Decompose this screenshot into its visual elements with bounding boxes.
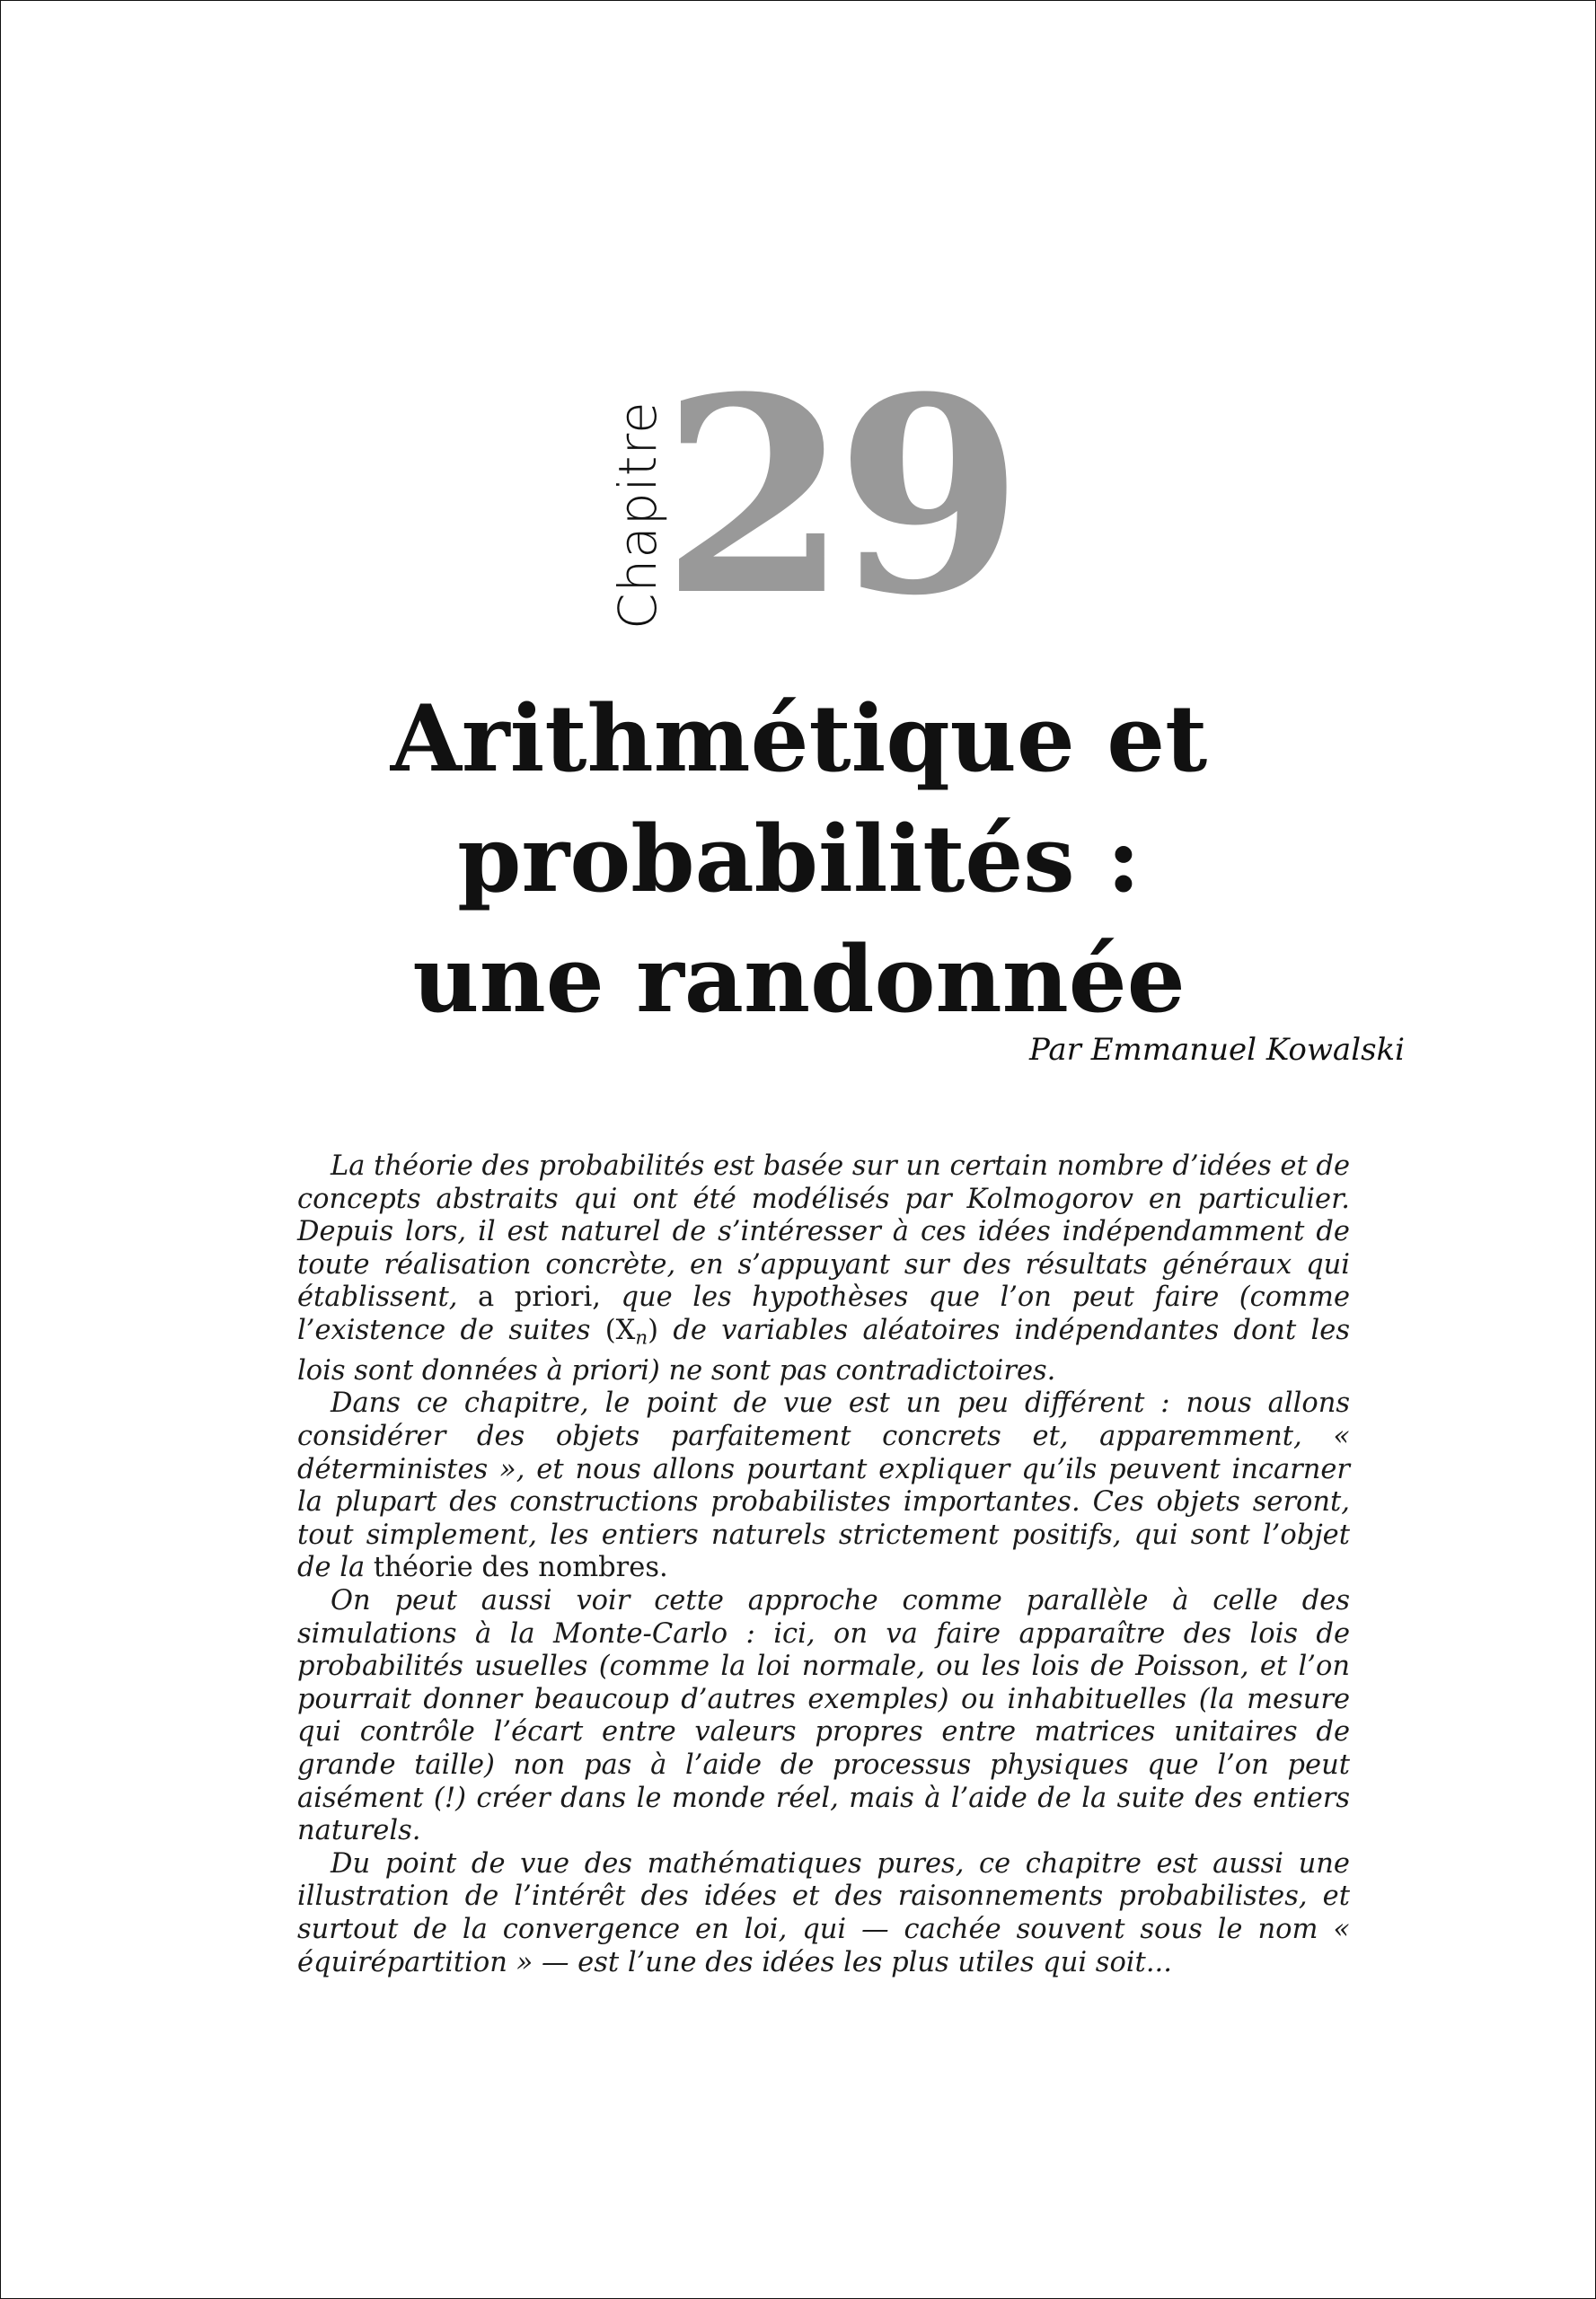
chapter-title-line-1: Arithmétique et probabilités : (390, 685, 1208, 913)
author-byline: Par Emmanuel Kowalski (1029, 1032, 1405, 1068)
chapter-title (91, 679, 1507, 1040)
abstract-paragraph-2 (297, 1387, 1350, 1585)
abstract-p1-upright-a-priori: a priori, (478, 1282, 601, 1314)
chapter-abstract (297, 1150, 1350, 1979)
abstract-paragraph-3: On peut aussi voir cette approche comme parallèle à celle des simulations à la Monte-Carlo : ici, on va faire apparaître des lois de probabilités usuelles (comme la loi normale, ou les lois de Poisson, et l’on pourrait donner beaucoup d’autres exemples) ou inhabituelles (la mesure qui contrôle l’écart entre valeurs propres entre matrices unitaires de grande taille) non pas à l’aide de processus physiques que l’on peut aisément (!) créer dans le monde réel, mais à l’aide de la suite des entiers naturels. (297, 1585, 1350, 1847)
abstract-p1-math-sequence (604, 1314, 659, 1350)
chapter-heading (589, 338, 1011, 655)
abstract-paragraph-1 (297, 1150, 1350, 1387)
abstract-p2-upright-theorie: théorie des nombres. (373, 1552, 668, 1584)
math-subscript-n: n (635, 1326, 648, 1350)
abstract-p1-text-a: La théorie des probabilités est basée sur un certain nombre d’idées et de concepts abstraits qui ont été modélisés par Kolmogorov en particulier. Depuis lors, il est naturel de s’intéresser à ces idées indépendamment de toute réalisation concrète, en s’appuyant sur des résultats généraux qui établissent, (297, 1150, 1350, 1314)
abstract-p1-text-c: que les hypothèses que l’on peut faire (comme l’existence de suites (297, 1282, 1350, 1346)
math-x-open: (X (604, 1314, 636, 1346)
abstract-paragraph-4: Du point de vue des mathématiques pures, ce chapitre est aussi une illustration de l’intérêt des idées et des raisonnements probabilistes, et surtout de la convergence en loi, qui — cachée souvent sous le nom « équirépartition » — est l’une des idées les plus utiles qui soit... (297, 1847, 1350, 1978)
abstract-p2-text-a: Dans ce chapitre, le point de vue est un peu différent : nous allons considérer des objets parfaitement concrets et, apparemment, « déterministes », et nous allons pourtant expliquer qu’ils peuvent incarner la plupart des constructions probabilistes importantes. Ces objets seront, tout simplement, les entiers naturels strictement positifs, qui sont l’objet de la (297, 1387, 1350, 1584)
chapter-number: 29 (661, 338, 1011, 655)
abstract-p1-text-e: de variables aléatoires indépendantes dont les lois sont données à priori) ne sont pas contradictoires. (297, 1314, 1350, 1387)
chapter-label: Chapitre (607, 401, 668, 630)
math-close-paren: ) (648, 1314, 659, 1346)
chapter-title-line-2: une randonnée (412, 926, 1186, 1034)
